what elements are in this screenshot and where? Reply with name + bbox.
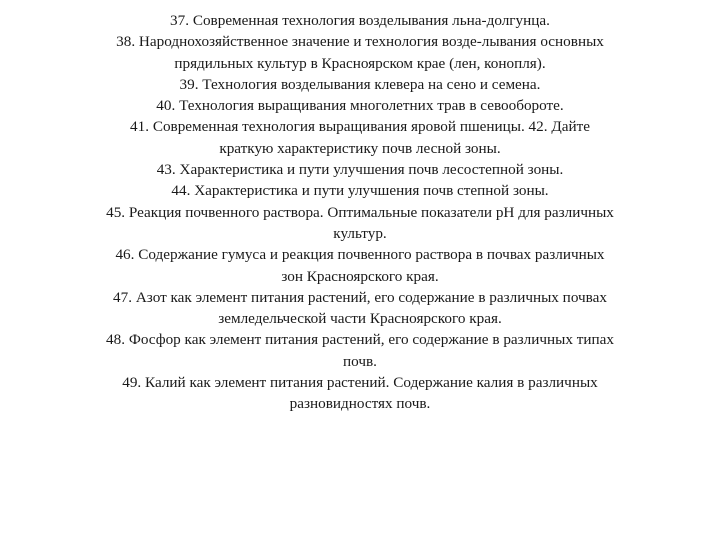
question-38-line-1: 38. Народнохозяйственное значение и технология возде-лывания основных: [116, 33, 604, 51]
question-42-line-2: краткую характеристику почв лесной зоны.: [219, 139, 501, 157]
question-49-line-1: 49. Калий как элемент питания растений. Содержание калия в различных: [122, 374, 598, 392]
question-46-line-1: 46. Содержание гумуса и реакция почвенного раствора в почвах различных: [115, 246, 605, 264]
question-38-line-2: прядильных культур в Красноярском крае (лен, конопля).: [174, 54, 546, 72]
question-44-line: 44. Характеристика и пути улучшения почв степной зоны.: [171, 182, 549, 200]
question-43-line: 43. Характеристика и пути улучшения почв лесостепной зоны.: [156, 161, 564, 179]
question-48-line-2: почв.: [343, 352, 377, 370]
question-37-line: 37. Современная технология возделывания льна-долгунца.: [170, 12, 550, 29]
question-39-line: 39. Технология возделывания клевера на сено и семена.: [179, 75, 541, 93]
question-49-line-2: разновидностях почв.: [289, 395, 431, 413]
question-48-line-1: 48. Фосфор как элемент питания растений, его содержание в различных типах: [106, 331, 614, 349]
question-list: [40, 10, 680, 415]
question-45-line-2: культур.: [333, 224, 387, 242]
question-45-line-1: 45. Реакция почвенного раствора. Оптимальные показатели рН для различных: [106, 203, 614, 221]
question-40-line: 40. Технология выращивания многолетних трав в севообороте.: [156, 97, 564, 115]
question-41-42-line-1: 41. Современная технология выращивания яровой пшеницы. 42. Дайте: [130, 118, 590, 136]
question-46-line-2: зон Красноярского края.: [281, 267, 439, 285]
question-47-line-2: земледельческой части Красноярского края.: [218, 310, 502, 328]
question-47-line-1: 47. Азот как элемент питания растений, его содержание в различных почвах: [113, 288, 607, 306]
